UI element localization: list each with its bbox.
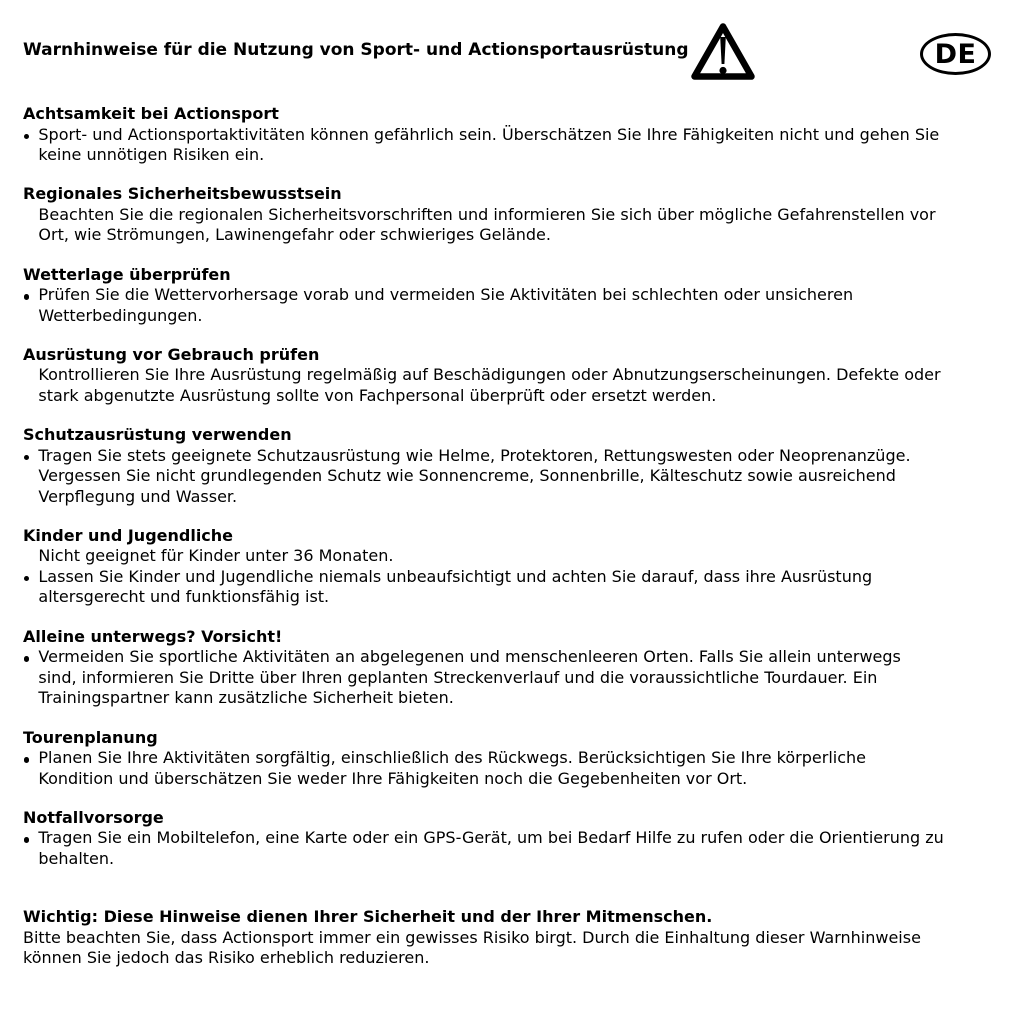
list-item-text [38, 205, 1012, 246]
section-heading: Alleine unterwegs? Vorsicht! [23, 626, 283, 646]
text-line: sind, informieren Sie Dritte über Ihren geplanten Streckenverlauf und die voraussichtliche Tourdauer. Ein [38, 667, 878, 687]
list-item [23, 546, 1012, 567]
list-item-text [38, 828, 1012, 869]
language-badge [920, 33, 991, 75]
warning-section [23, 265, 1012, 327]
text-line: Kondition und überschätzen Sie weder Ihre Fähigkeiten noch die Gegebenheiten vor Ort. [38, 768, 748, 788]
text-line: Nicht geeignet für Kinder unter 36 Monaten. [38, 546, 394, 566]
bullet-icon [23, 446, 38, 467]
list-item-text [38, 365, 1012, 406]
bullet-icon [23, 567, 38, 588]
list-item [23, 205, 1012, 246]
language-badge-label: DE [934, 38, 977, 70]
section-heading: Regionales Sicherheitsbewusstsein [23, 184, 342, 204]
list-item-text [38, 567, 1012, 608]
list-item-text [38, 446, 1012, 508]
exclamation-dot [719, 67, 726, 74]
text-line: Kontrollieren Sie Ihre Ausrüstung regelmäßig auf Beschädigungen oder Abnutzungserscheinungen. Defekte oder [38, 365, 941, 385]
text-line: Sport- und Actionsportaktivitäten können gefährlich sein. Überschätzen Sie Ihre Fähigkeiten nicht und gehen Sie [38, 124, 940, 144]
list-item-text [38, 546, 1012, 567]
text-line: Wetterbedingungen. [38, 305, 203, 325]
text-line: Tragen Sie ein Mobiltelefon, eine Karte oder ein GPS-Gerät, um bei Bedarf Hilfe zu rufen oder die Orientierung zu [38, 828, 944, 848]
section-heading: Kinder und Jugendliche [23, 525, 234, 545]
section-items [23, 647, 1012, 709]
section-heading: Wetterlage überprüfen [23, 264, 231, 284]
bullet-icon [23, 365, 38, 386]
warning-section [23, 808, 1012, 870]
text-line: Lassen Sie Kinder und Jugendliche niemals unbeaufsichtigt und achten Sie darauf, dass ihre Ausrüstung [38, 566, 873, 586]
list-item [23, 365, 1012, 406]
list-item [23, 748, 1012, 789]
text-line: Beachten Sie die regionalen Sicherheitsvorschriften und informieren Sie sich über mögliche Gefahrenstellen vor [38, 204, 936, 224]
section-heading: Notfallvorsorge [23, 807, 164, 827]
bullet-icon [23, 828, 38, 849]
bullet-icon [23, 546, 38, 567]
list-item [23, 647, 1012, 709]
list-item-text [38, 125, 1012, 166]
section-items [23, 748, 1012, 789]
section-items [23, 446, 1012, 508]
text-line: Verpflegung und Wasser. [38, 486, 238, 506]
text-line: Tragen Sie stets geeignete Schutzausrüstung wie Helme, Protektoren, Rettungswesten oder Neoprenanzüge. [38, 445, 911, 465]
warning-triangle-icon [690, 22, 756, 82]
text-line: altersgerecht und funktionsfähig ist. [38, 587, 330, 607]
text-line: Trainingspartner kann zusätzliche Sicherheit bieten. [38, 688, 454, 708]
warning-section [23, 184, 1012, 246]
footer-line: können Sie jedoch das Risiko erheblich reduzieren. [23, 948, 430, 968]
list-item [23, 567, 1012, 608]
list-item-text [38, 285, 1012, 326]
footer-emphasis: Wichtig: Diese Hinweise dienen Ihrer Sicherheit und der Ihrer Mitmenschen. [23, 907, 713, 927]
warning-section [23, 728, 1012, 790]
text-line: Prüfen Sie die Wettervorhersage vorab und vermeiden Sie Aktivitäten bei schlechten oder unsicheren [38, 285, 854, 305]
warning-content [23, 104, 1012, 969]
text-line: Planen Sie Ihre Aktivitäten sorgfältig, einschließlich des Rückwegs. Berücksichtigen Sie Ihre körperliche [38, 748, 866, 768]
bullet-icon [23, 647, 38, 668]
bullet-icon [23, 748, 38, 769]
warning-section [23, 104, 1012, 166]
bullet-icon [23, 125, 38, 146]
list-item-text [38, 748, 1012, 789]
list-item-text [38, 647, 1012, 709]
section-items [23, 205, 1012, 246]
section-heading: Tourenplanung [23, 727, 158, 747]
section-heading: Achtsamkeit bei Actionsport [23, 104, 279, 123]
warning-section [23, 425, 1012, 507]
section-items [23, 125, 1012, 166]
warning-section [23, 627, 1012, 709]
text-line: stark abgenutzte Ausrüstung sollte von Fachpersonal überprüft oder ersetzt werden. [38, 385, 717, 405]
list-item [23, 125, 1012, 166]
document-footer [23, 907, 1012, 969]
warning-sections [23, 104, 1012, 869]
text-line: behalten. [38, 848, 115, 868]
exclamation-bar [720, 37, 726, 64]
bullet-icon [23, 285, 38, 306]
list-item [23, 446, 1012, 508]
text-line: Vermeiden Sie sportliche Aktivitäten an abgelegenen und menschenleeren Orten. Falls Sie allein unterwegs [38, 647, 901, 667]
section-items [23, 546, 1012, 608]
list-item [23, 285, 1012, 326]
section-items [23, 828, 1012, 869]
text-line: Vergessen Sie nicht grundlegenden Schutz wie Sonnencreme, Sonnenbrille, Kälteschutz sowie ausreichend [38, 466, 896, 486]
warning-section [23, 526, 1012, 608]
text-line: Ort, wie Strömungen, Lawinengefahr oder schwieriges Gelände. [38, 225, 551, 245]
section-heading: Schutzausrüstung verwenden [23, 425, 292, 445]
section-items [23, 365, 1012, 406]
text-line: keine unnötigen Risiken ein. [38, 145, 265, 164]
section-heading: Ausrüstung vor Gebrauch prüfen [23, 344, 320, 364]
bullet-icon [23, 205, 38, 226]
list-item [23, 828, 1012, 869]
section-items [23, 285, 1012, 326]
footer-text [23, 928, 1012, 969]
warning-section [23, 345, 1012, 407]
footer-line: Bitte beachten Sie, dass Actionsport immer ein gewisses Risiko birgt. Durch die Einhaltung dieser Warnhinweise [23, 927, 921, 947]
page-title: Warnhinweise für die Nutzung von Sport- und Actionsportausrüstung [23, 40, 689, 60]
